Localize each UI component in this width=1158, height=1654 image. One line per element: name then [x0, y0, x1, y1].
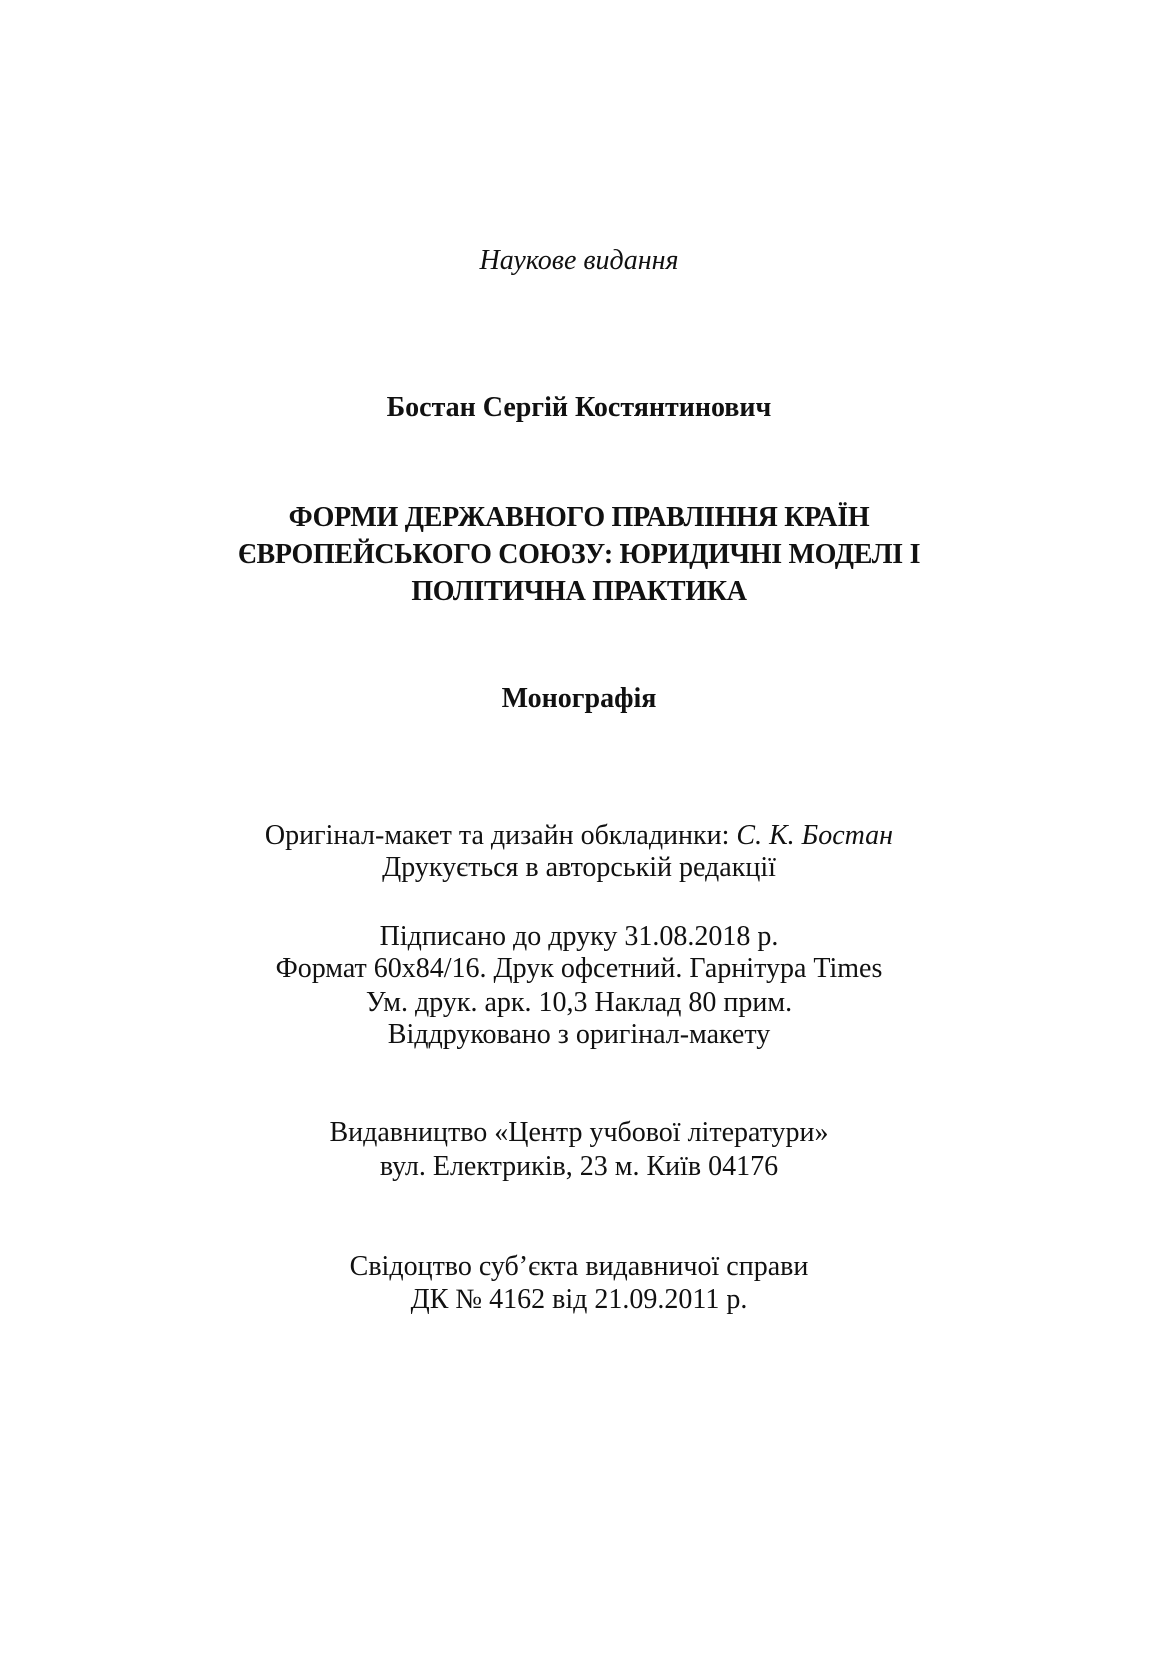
print-detail-line: Ум. друк. арк. 10,3 Наклад 80 прим.	[365, 987, 793, 1018]
publisher-line: Видавництво «Центр учбової літератури»	[329, 1117, 829, 1148]
design-credit-label: Оригінал-макет та дизайн обкладинки:	[264, 820, 737, 851]
certificate-line: ДК № 4162 від 21.09.2011 р.	[410, 1284, 748, 1315]
title-line: ЄВРОПЕЙСЬКОГО СОЮЗУ: ЮРИДИЧНІ МОДЕЛІ І	[237, 539, 921, 570]
certificate-line: Свідоцтво суб’єкта видавничої справи	[349, 1251, 809, 1282]
print-detail-line: Формат 60х84/16. Друк офсетний. Гарнітура Times	[275, 953, 883, 984]
series-label: Наукове видання	[479, 245, 679, 276]
print-detail-line: Віддруковано з оригінал-макету	[387, 1019, 771, 1050]
design-credit-name: С. К. Бостан	[736, 820, 894, 851]
design-credit	[0, 819, 1158, 853]
print-detail-line: Підписано до друку 31.08.2018 р.	[379, 921, 779, 952]
title-line: ПОЛІТИЧНА ПРАКТИКА	[411, 576, 747, 607]
author-name: Бостан Сергій Костянтинович	[386, 392, 772, 423]
genre-label: Монографія	[501, 683, 657, 714]
edition-note: Друкується в авторській редакції	[382, 852, 776, 883]
title-line: ФОРМИ ДЕРЖАВНОГО ПРАВЛІННЯ КРАЇН	[288, 502, 870, 533]
publisher-line: вул. Електриків, 23 м. Київ 04176	[379, 1151, 779, 1182]
